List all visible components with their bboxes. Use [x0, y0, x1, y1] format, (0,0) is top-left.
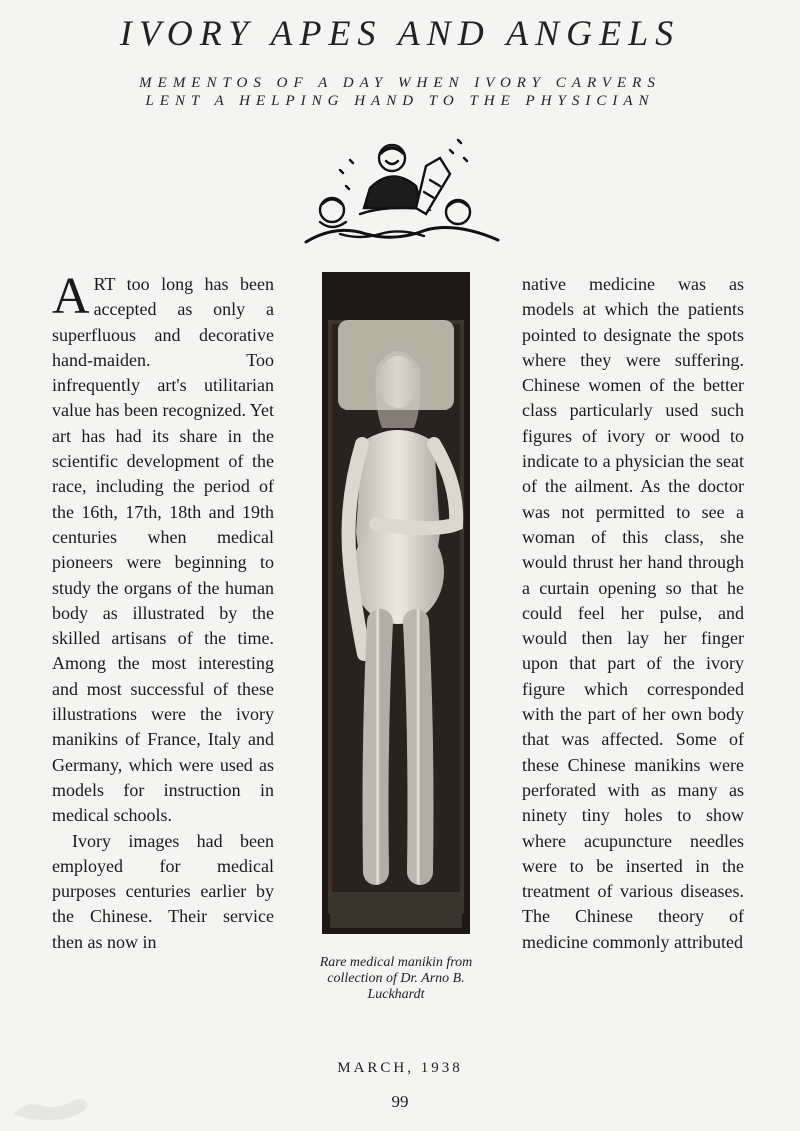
article-title: IVORY APES AND ANGELS	[119, 13, 681, 53]
drop-cap: A	[52, 268, 90, 325]
article-paragraph-3: native medicine was as models at which the patients pointed to designate the spots where they were suffering. Chinese women of the better class particularly used such figures of ivory or wood to indicate to a physician the seat of the ailment. As the doctor was not permitted to see a woman of this class, she would thrust her hand through a curtain opening so that he could feel her pulse, and would then lay her finger upon that part of the ivory figure which corresponded with the part of her own body that was affected. Some of these Chinese manikins were perforated with as many as ninety tiny holes to show where acupuncture needles were to be inserted in the treatment of various diseases. The Chinese theory of medicine commonly attributed	[522, 274, 744, 952]
article-column-left	[52, 268, 274, 955]
caption-line-3: Luckhardt	[367, 987, 425, 1002]
page-smudge-mark	[10, 1092, 90, 1122]
article-paragraph-1	[52, 268, 274, 829]
physician-sketch-illustration	[300, 130, 505, 250]
photo-caption	[296, 955, 496, 1003]
ivory-manikin-image	[322, 272, 470, 934]
caption-line-2: collection of Dr. Arno B.	[327, 971, 465, 986]
article-paragraph-2: Ivory images had been employed for medical purposes centuries earlier by the Chinese. Their service then as now in	[52, 830, 274, 952]
article-paragraph-1-text: RT too long has been accepted as only a superfluous and decorative hand-maiden. Too infrequently art's utilitarian value has been recognized. Yet art has had its share in the scientific development of the race, including the period of the 16th, 17th, 18th and 19th centuries when medical pioneers were beginning to study the organs of the human body as illustrated by the skilled artisans of the time. Among the most interesting and most successful of these illustrations were the ivory manikins of France, Italy and Germany, which were used as models for instruction in medical schools.	[52, 274, 274, 826]
ivory-manikin-photo	[322, 272, 470, 934]
article-subtitle	[0, 74, 800, 110]
issue-date: MARCH, 1938	[337, 1060, 463, 1076]
caption-line-1: Rare medical manikin from	[319, 955, 473, 970]
subtitle-line-2: LENT A HELPING HAND TO THE PHYSICIAN	[145, 93, 655, 109]
subtitle-line-1: MEMENTOS OF A DAY WHEN IVORY CARVERS	[139, 75, 661, 91]
page-number: 99	[391, 1092, 409, 1111]
article-column-right	[522, 272, 744, 955]
